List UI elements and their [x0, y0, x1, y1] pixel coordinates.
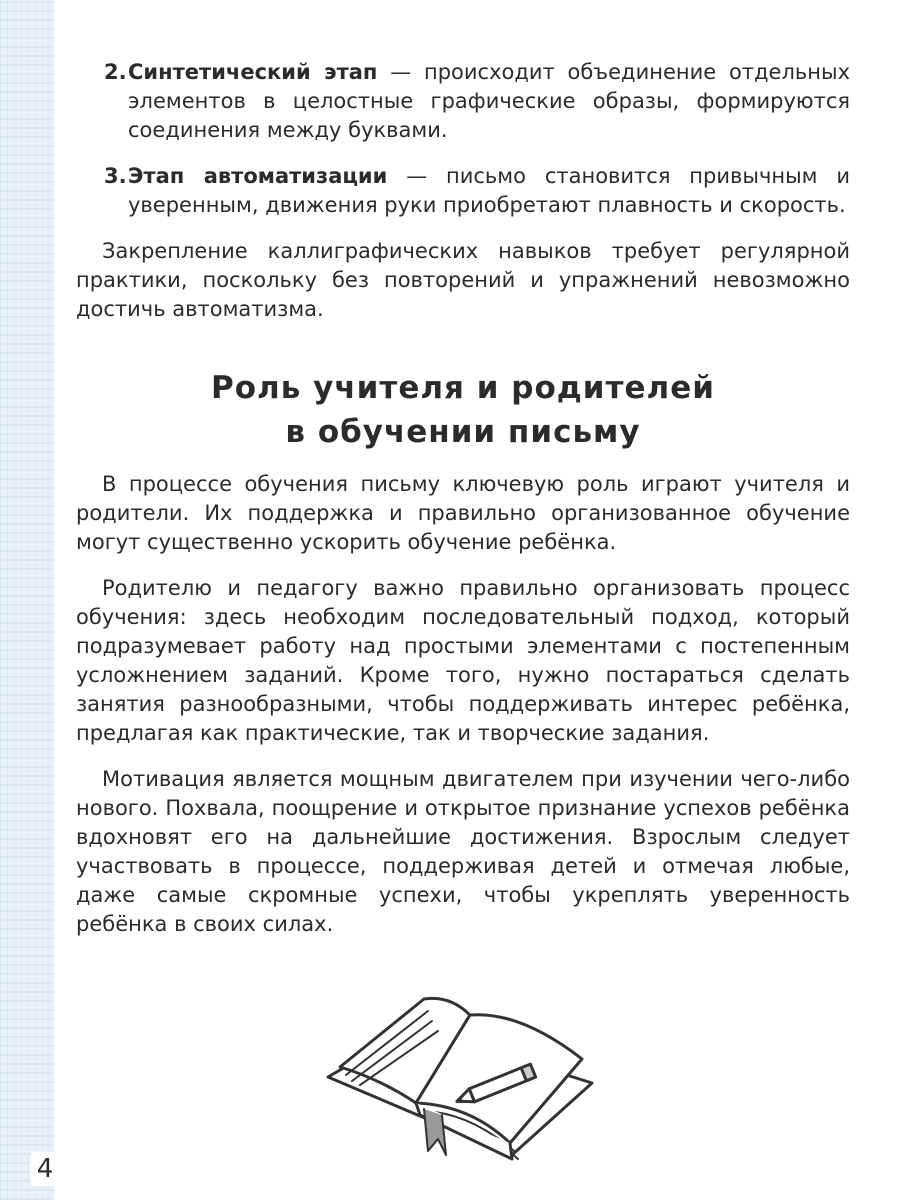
- list-item-number: 2.: [104, 60, 127, 84]
- list-item-number: 3.: [104, 164, 127, 188]
- list-item-text: — письмо становится привычным и уверенным, движения руки приобретают плавность и скорость.: [128, 164, 850, 217]
- list-item-term: Этап автоматизации: [128, 164, 388, 188]
- section-heading: [76, 366, 850, 454]
- list-item-text: — происходит объединение отдельных элементов в целостные графические образы, формируются соединения между буквами.: [128, 60, 850, 142]
- page-content: [76, 58, 850, 956]
- section-heading-line-2: в обучении письму: [285, 414, 641, 450]
- body-paragraph: Мотивация является мощным двигателем при изучении чего-либо нового. Похвала, поощрение и открытое признание успехов ребёнка вдохновят его на дальнейшие достижения. Взрослым следует участвовать в процессе, поддерживая детей и отмечая любые, даже самые скромные успехи, чтобы укреплять уверенность ребёнка в своих силах.: [76, 767, 850, 936]
- body-paragraph: Родителю и педагогу важно правильно организовать процесс обучения: здесь необходим последовательный подход, который подразумевает работу над простыми элементами с постепенным усложнением заданий. Кроме того, нужно постараться сделать занятия разнообразными, чтобы поддерживать интерес ребёнка, предлагая как практические, так и творческие задания.: [76, 576, 850, 745]
- list-item-term: Синтетический этап: [128, 60, 378, 84]
- section-heading-line-1: Роль учителя и родителей: [211, 370, 715, 406]
- intro-paragraph: Закрепление каллиграфических навыков требует регулярной практики, поскольку без повторений и упражнений невозможно достичь автоматизма.: [76, 239, 850, 321]
- decorative-margin-strip: [0, 0, 54, 1200]
- open-book-with-pencil-icon: [320, 975, 600, 1175]
- body-paragraph: В процессе обучения письму ключевую роль играют учителя и родители. Их поддержка и правильно организованное обучение могут существенно ускорить обучение ребёнка.: [76, 472, 850, 554]
- list-item: [76, 58, 850, 145]
- list-item: [76, 162, 850, 220]
- page-number: 4: [30, 1152, 60, 1186]
